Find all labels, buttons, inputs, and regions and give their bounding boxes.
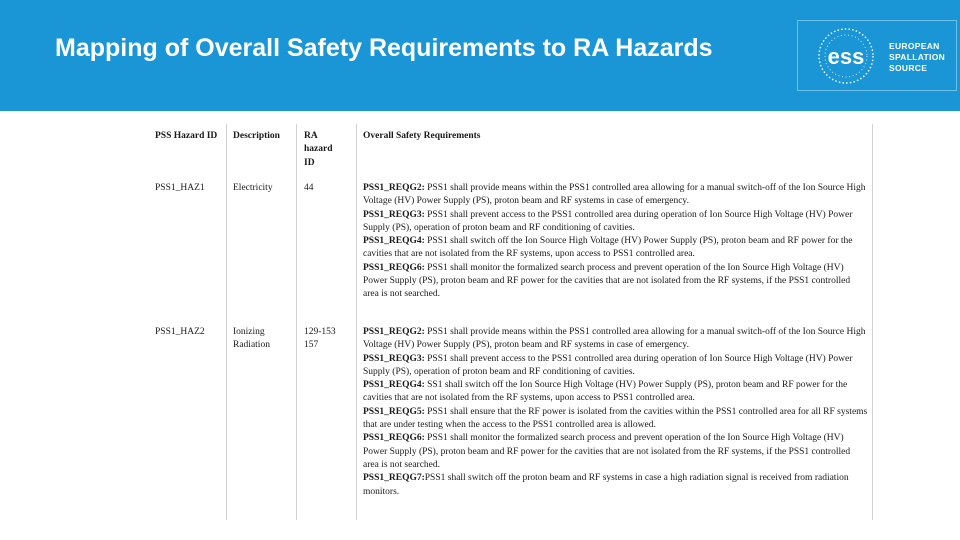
column-divider [872, 124, 873, 520]
row2-requirements [363, 326, 868, 499]
logo-line-3: SOURCE [889, 63, 928, 73]
requirement-text: PSS1 shall monitor the formalized search process and prevent operation of the Ion Source High Voltage (HV) Power Supply (PS), proton beam and RF power for the cavities that are not isolated from the RF systems, if the PSS1 controlled area is not searched. [363, 262, 851, 300]
requirement-id: PSS1_REQG4: [363, 380, 425, 391]
header-hazard-id: PSS Hazard ID [155, 131, 218, 141]
requirement-item [363, 235, 868, 262]
logo-wordmark [889, 41, 945, 74]
row1-hazard-id: PSS1_HAZ1 [155, 183, 205, 193]
header-description: Description [233, 131, 280, 141]
requirement-id: PSS1_REQG2: [363, 327, 425, 337]
title-banner [0, 0, 960, 111]
requirement-text: PSS1 shall switch off the Ion Source High Voltage (HV) Power Supply (PS), proton beam and RF power for the cavities that are not isolated from the RF systems, upon access to PSS1 controlled area. [363, 236, 853, 260]
row1-description: Electricity [233, 183, 273, 193]
requirement-text: PSS1 shall prevent access to the PSS1 controlled area during operation of Ion Source High Voltage (HV) Power Supply (PS), operation of proton beam and RF conditioning of cavities. [363, 209, 853, 233]
row1-ra-id: 44 [304, 183, 314, 193]
column-divider [226, 124, 227, 520]
requirement-id: PSS1_REQG3: [363, 353, 425, 364]
column-divider [356, 124, 357, 520]
requirement-text: PSS1 shall monitor the formalized search process and prevent operation of the Ion Source High Voltage (HV) Power Supply (PS), proton beam and RF power for the cavities that are not isolated from the RF systems, if the PSS1 controlled area is not searched. [363, 433, 851, 470]
requirement-text: PSS1 shall provide means within the PSS1 controlled area allowing for a manual switch-off of the Ion Source High Voltage (HV) Power Supply (PS), proton beam and RF systems in case of emergency. [363, 327, 866, 351]
requirement-id: PSS1_REQG2: [363, 183, 425, 193]
requirement-item [363, 209, 868, 236]
requirement-text: SS1 shall switch off the Ion Source High Voltage (HV) Power Supply (PS), proton beam and RF power for the cavities that are not isolated from the RF systems, upon access to PSS1 controlled area. [363, 380, 848, 404]
row2-description: Ionizing Radiation [233, 327, 270, 351]
requirement-id: PSS1_REQG6: [363, 433, 425, 444]
requirement-id: PSS1_REQG4: [363, 236, 425, 247]
logo-line-2: SPALLATION [889, 52, 946, 62]
requirement-item [363, 379, 868, 406]
ess-logo-icon [806, 25, 886, 87]
logo-mark: ess [827, 44, 865, 69]
header-requirements: Overall Safety Requirements [363, 131, 481, 141]
row1-requirements [363, 182, 868, 302]
row2-ra-id-2: 157 [304, 340, 319, 350]
row2-ra-id-1: 129-153 [304, 327, 336, 337]
page-title: Mapping of Overall Safety Requirements to RA Hazards [55, 34, 713, 62]
requirements-table [155, 124, 874, 522]
requirement-id: PSS1_REQG6: [363, 262, 425, 273]
requirement-id: PSS1_REQG7: [363, 473, 425, 484]
requirement-item [363, 182, 868, 209]
requirement-item [363, 262, 868, 302]
requirement-item [363, 406, 868, 433]
row2-hazard-id: PSS1_HAZ2 [155, 327, 205, 337]
requirement-id: PSS1_REQG3: [363, 209, 425, 220]
requirement-text: PSS1 shall ensure that the RF power is isolated from the cavities within the PSS1 controlled area for all RF systems that are under testing when the access to the PSS1 controlled area is allowed. [363, 406, 868, 431]
requirement-text: PSS1 shall provide means within the PSS1 controlled area allowing for a manual switch-off of the Ion Source High Voltage (HV) Power Supply (PS), proton beam and RF systems in case of emergency. [363, 183, 866, 207]
column-divider [296, 124, 297, 520]
logo-line-1: EUROPEAN [889, 41, 940, 51]
header-ra-id: RA hazard ID [304, 131, 333, 168]
requirement-id: PSS1_REQG5: [363, 406, 425, 417]
requirement-text: PSS1 shall switch off the proton beam and RF systems in case a high radiation signal is received from radiation monitors. [363, 473, 849, 497]
requirement-text: PSS1 shall prevent access to the PSS1 controlled area during operation of Ion Source High Voltage (HV) Power Supply (PS), operation of proton beam and RF conditioning of cavities. [363, 353, 853, 377]
requirement-item [363, 326, 868, 353]
requirement-item [363, 353, 868, 380]
requirement-item [363, 472, 868, 499]
ess-logo [797, 20, 957, 91]
requirement-item [363, 432, 868, 472]
